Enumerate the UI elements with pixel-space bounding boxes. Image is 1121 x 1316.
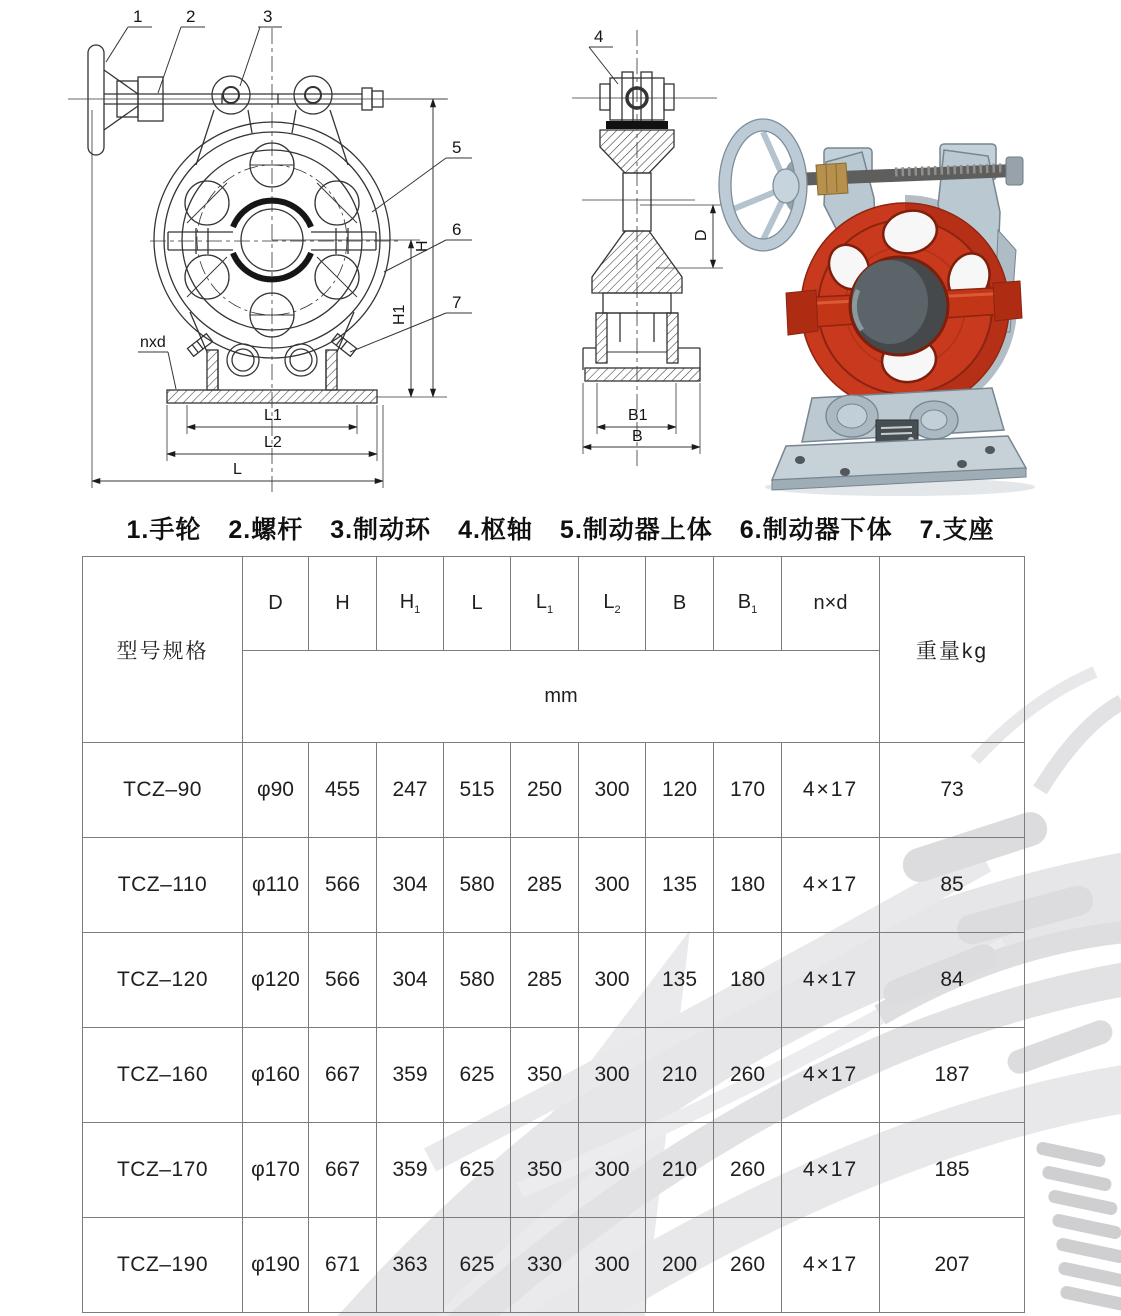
cell-value: 667 xyxy=(309,1028,377,1123)
cell-value: 359 xyxy=(377,1028,444,1123)
header-model: 型号规格 xyxy=(83,557,243,743)
cell-value: 300 xyxy=(579,1218,646,1313)
cell-value: 285 xyxy=(511,838,579,933)
spec-table-head xyxy=(83,557,1025,743)
cell-value: 330 xyxy=(511,1218,579,1313)
cell-value: φ170 xyxy=(243,1123,309,1218)
cell-value: φ110 xyxy=(243,838,309,933)
cell-value: 180 xyxy=(714,933,782,1028)
legend-item-6: 6.制动器下体 xyxy=(739,516,893,544)
cell-value: 260 xyxy=(714,1123,782,1218)
header-dim-9: n×d xyxy=(782,557,880,651)
part-label-6: 6 xyxy=(452,220,462,239)
cell-weight: 73 xyxy=(880,743,1025,838)
table-row xyxy=(83,1218,1025,1313)
dim-label-d: D xyxy=(693,229,710,241)
cell-value: 363 xyxy=(377,1218,444,1313)
cell-value: 260 xyxy=(714,1218,782,1313)
header-dim-6: $L_2$ xyxy=(579,557,646,651)
cell-model: TCZ–160 xyxy=(83,1028,243,1123)
legend-item-4: 4.枢轴 xyxy=(458,516,533,544)
header-dim-8: $B_1$ xyxy=(714,557,782,651)
header-dim-3: $H_1$ xyxy=(377,557,444,651)
cell-value: 200 xyxy=(646,1218,714,1313)
table-row xyxy=(83,838,1025,933)
header-dim-7: B xyxy=(646,557,714,651)
legend-item-1: 1.手轮 xyxy=(126,516,202,544)
cell-value: 566 xyxy=(309,933,377,1028)
cell-model: TCZ–120 xyxy=(83,933,243,1028)
cell-value: 135 xyxy=(646,933,714,1028)
part-label-3: 3 xyxy=(263,7,273,26)
spec-table-body xyxy=(83,743,1025,1313)
part-label-5: 5 xyxy=(452,138,462,157)
cell-value: 566 xyxy=(309,838,377,933)
cell-value: 625 xyxy=(444,1218,511,1313)
cell-value: 300 xyxy=(579,1028,646,1123)
cell-weight: 185 xyxy=(880,1123,1025,1218)
cell-value: 247 xyxy=(377,743,444,838)
dim-label-h: H xyxy=(414,240,431,252)
cell-value: 359 xyxy=(377,1123,444,1218)
legend-item-2: 2.螺杆 xyxy=(228,516,304,544)
drawing-area xyxy=(0,0,1121,508)
dim-label-l2: L2 xyxy=(264,434,282,451)
spec-table xyxy=(82,556,1025,1313)
cell-value: 135 xyxy=(646,838,714,933)
cell-value: 285 xyxy=(511,933,579,1028)
cell-weight: 85 xyxy=(880,838,1025,933)
legend-item-7: 7.支座 xyxy=(919,516,995,544)
parts-legend xyxy=(0,510,1121,546)
dim-label-b: B xyxy=(632,428,643,445)
header-dim-2: H xyxy=(309,557,377,651)
cell-weight: 84 xyxy=(880,933,1025,1028)
cell-model: TCZ–170 xyxy=(83,1123,243,1218)
cell-value: 304 xyxy=(377,933,444,1028)
legend-item-5: 5.制动器上体 xyxy=(559,516,713,544)
cell-value: 250 xyxy=(511,743,579,838)
cell-value: 580 xyxy=(444,838,511,933)
cell-value: 300 xyxy=(579,1123,646,1218)
cell-model: TCZ–90 xyxy=(83,743,243,838)
header-dim-4: L xyxy=(444,557,511,651)
cell-value: 625 xyxy=(444,1123,511,1218)
cell-value: 515 xyxy=(444,743,511,838)
cell-value: φ90 xyxy=(243,743,309,838)
cell-value: 120 xyxy=(646,743,714,838)
cell-value: 4×17 xyxy=(782,1218,880,1313)
part-label-2: 2 xyxy=(186,7,196,26)
dim-label-h1: H1 xyxy=(391,304,408,325)
cell-value: φ190 xyxy=(243,1218,309,1313)
cell-value: 304 xyxy=(377,838,444,933)
cell-model: TCZ–190 xyxy=(83,1218,243,1313)
header-weight: 重量kg xyxy=(880,557,1025,743)
cell-value: 580 xyxy=(444,933,511,1028)
cell-value: φ120 xyxy=(243,933,309,1028)
dim-label-l1: L1 xyxy=(264,407,282,424)
cell-value: 4×17 xyxy=(782,933,880,1028)
cell-value: 180 xyxy=(714,838,782,933)
cell-value: 4×17 xyxy=(782,838,880,933)
part-label-7: 7 xyxy=(452,293,462,312)
cell-value: 4×17 xyxy=(782,1028,880,1123)
part-label-1: 1 xyxy=(133,7,143,26)
dim-label-l: L xyxy=(233,461,242,478)
side-view-drawing xyxy=(572,30,723,470)
cell-value: 350 xyxy=(511,1123,579,1218)
cell-value: 300 xyxy=(579,743,646,838)
table-row xyxy=(83,933,1025,1028)
cell-value: 667 xyxy=(309,1123,377,1218)
table-row xyxy=(83,1028,1025,1123)
cell-value: 625 xyxy=(444,1028,511,1123)
cell-value: 671 xyxy=(309,1218,377,1313)
cell-value: 170 xyxy=(714,743,782,838)
part-label-4: 4 xyxy=(594,27,604,46)
cell-value: φ160 xyxy=(243,1028,309,1123)
table-row xyxy=(83,743,1025,838)
cell-value: 4×17 xyxy=(782,743,880,838)
cell-weight: 187 xyxy=(880,1028,1025,1123)
cell-value: 4×17 xyxy=(782,1123,880,1218)
dim-label-b1: B1 xyxy=(628,407,648,424)
product-photo xyxy=(719,119,1035,496)
header-dim-1: D xyxy=(243,557,309,651)
cell-weight: 207 xyxy=(880,1218,1025,1313)
legend-item-3: 3.制动环 xyxy=(330,516,432,544)
table-row xyxy=(83,1123,1025,1218)
cell-value: 260 xyxy=(714,1028,782,1123)
dim-label-nxd: nxd xyxy=(140,334,166,351)
cell-value: 455 xyxy=(309,743,377,838)
cell-value: 300 xyxy=(579,933,646,1028)
cell-value: 210 xyxy=(646,1028,714,1123)
cell-value: 300 xyxy=(579,838,646,933)
header-unit: mm xyxy=(243,651,880,743)
header-dim-5: $L_1$ xyxy=(511,557,579,651)
cell-value: 210 xyxy=(646,1123,714,1218)
cell-value: 350 xyxy=(511,1028,579,1123)
cell-model: TCZ–110 xyxy=(83,838,243,933)
